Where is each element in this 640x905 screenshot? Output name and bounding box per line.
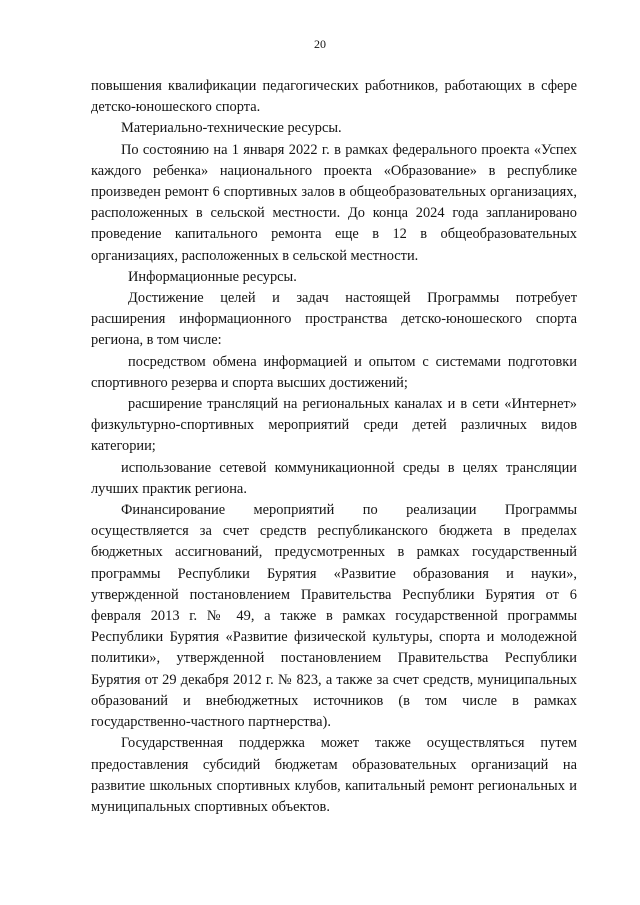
- paragraph-state-support: Государственная поддержка может также осуществляться путем предоставления субсидий бюджетам образовательных организаций на развитие школьных спортивных клубов, капитальный ремонт региональных и муниципальных спортивных объектов.: [91, 735, 577, 815]
- paragraph-information-space: Достижение целей и задач настоящей Программы потребует расширения информационного пространства детско-юношеского спорта региона, в том числе:: [91, 290, 577, 349]
- paragraph-gym-repairs: По состоянию на 1 января 2022 г. в рамках федерального проекта «Успех каждого ребенка» национального проекта «Образование» в республике произведен ремонт 6 спортивных залов в общеобразовательных организациях, расположенных в сельской местности. До конца 2024 года запланировано проведение капитального ремонта еще в 12 в общеобразовательных организациях, расположенных в сельской местности.: [91, 141, 577, 264]
- paragraph-material-resources-heading: Материально-технические ресурсы.: [121, 120, 342, 137]
- list-item-experience-exchange: посредством обмена информацией и опытом с системами подготовки спортивного резерва и спорта высших достижений;: [91, 353, 577, 391]
- paragraph-information-resources-heading: Информационные ресурсы.: [128, 268, 297, 285]
- page-number: 20: [314, 37, 326, 51]
- paragraph-financing: Финансирование мероприятий по реализации Программы осуществляется за счет средств республиканского бюджета в пределах бюджетных ассигнований, предусмотренных в рамках государственный программы Республики Бурятия «Развитие образования и науки», утвержденной постановлением Правительства Республики Бурятия от 6 февраля 2013 г. № 49, а также в рамках государственной программы Республики Бурятия «Развитие физической культуры, спорта и молодежной политики», утвержденной постановлением Правительства Республики Бурятия от 29 декабря 2012 г. № 823, а также за счет средств, муниципальных образований и внебюджетных источников (в том числе в рамках государственно-частного партнерства).: [91, 502, 577, 731]
- paragraph-qualification-continued: повышения квалификации педагогических работников, работающих в сфере детско-юношеского спорта.: [91, 78, 577, 116]
- list-item-broadcast-expansion: расширение трансляций на региональных каналах и в сети «Интернет» физкультурно-спортивных мероприятий среди детей различных видов категории;: [91, 396, 577, 455]
- list-item-network-environment: использование сетевой коммуникационной среды в целях трансляции лучших практик региона.: [91, 459, 577, 497]
- document-body: [91, 76, 577, 818]
